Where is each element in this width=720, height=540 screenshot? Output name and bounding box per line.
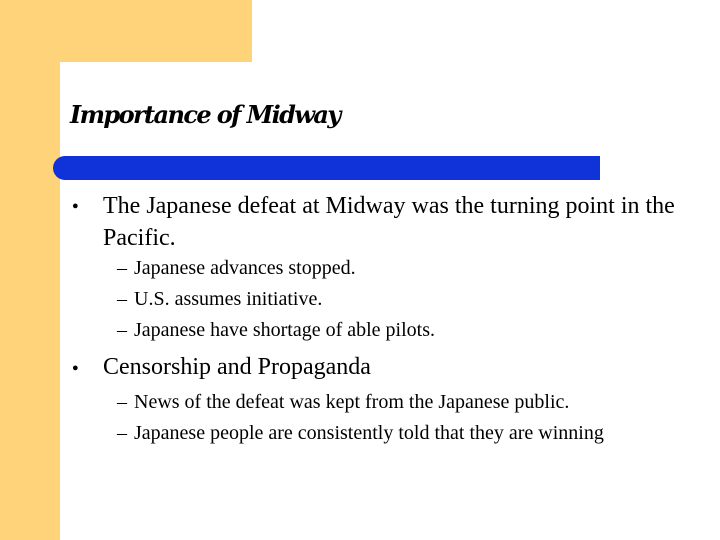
sub-bullet-text: U.S. assumes initiative. xyxy=(134,288,323,310)
bullet-text: The Japanese defeat at Midway was the turning point in the Pacific. xyxy=(103,193,675,251)
sub-bullet-text: Japanese people are consistently told that they are winning xyxy=(134,422,604,444)
slide-title: Importance of Midway xyxy=(70,100,340,129)
sub-bullet-text: Japanese advances stopped. xyxy=(134,257,356,279)
decorative-top-band xyxy=(60,0,252,62)
dash-icon: – xyxy=(117,257,127,279)
decorative-left-band xyxy=(0,0,60,540)
dash-icon: – xyxy=(117,319,127,341)
sub-bullet-text: Japanese have shortage of able pilots. xyxy=(134,319,436,341)
bullet-circle-icon: ● xyxy=(72,200,79,212)
bullet-circle-icon: ● xyxy=(72,362,79,374)
decorative-corner xyxy=(60,62,90,92)
title-underline-bar xyxy=(53,156,600,180)
dash-icon: – xyxy=(117,391,127,413)
bullet-text: Censorship and Propaganda xyxy=(103,354,371,380)
sub-bullet-text: News of the defeat was kept from the Japanese public. xyxy=(134,391,570,413)
dash-icon: – xyxy=(117,288,127,310)
dash-icon: – xyxy=(117,422,127,444)
